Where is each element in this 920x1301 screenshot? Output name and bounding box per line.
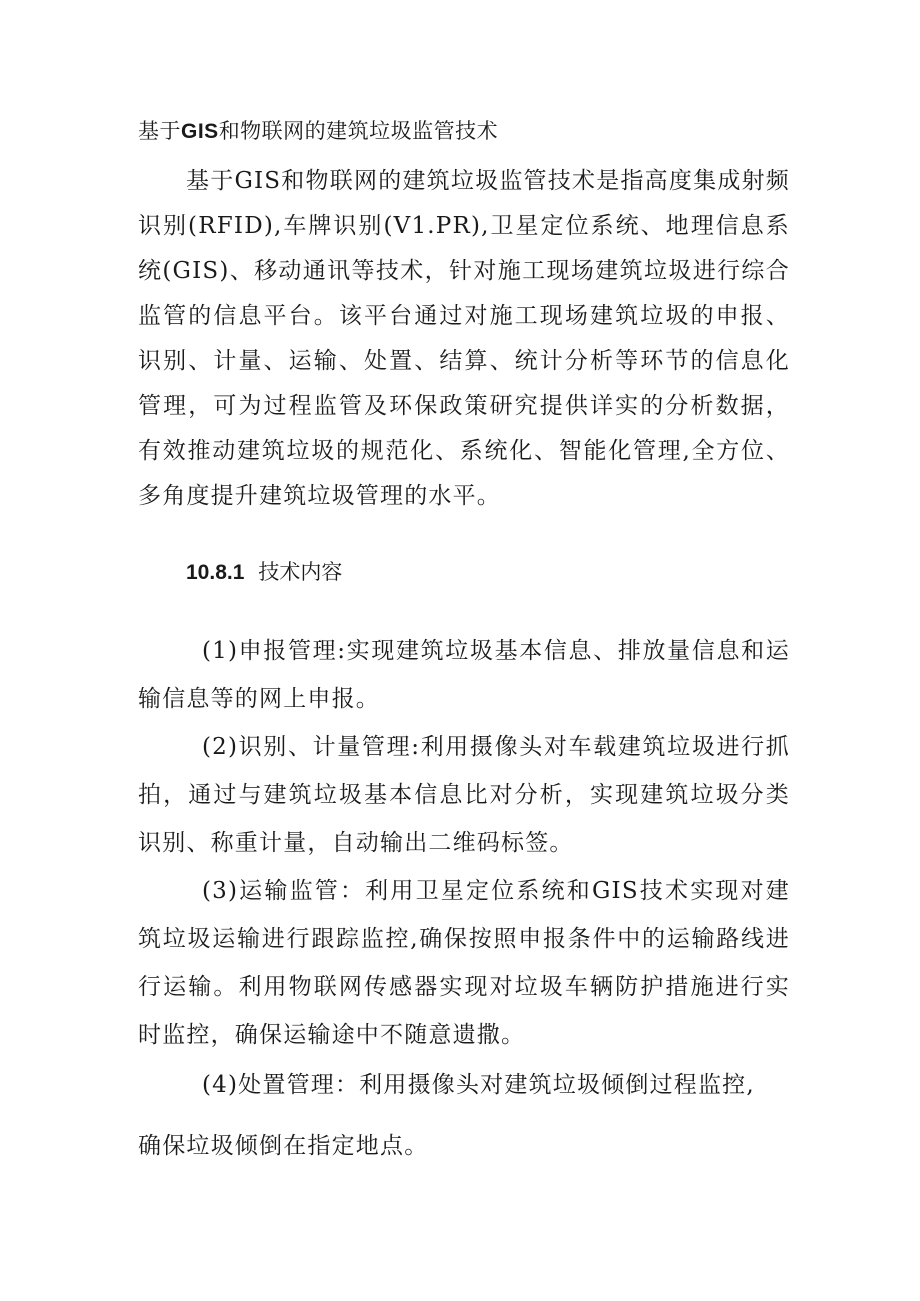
title-latin: GIS: [181, 120, 219, 143]
list-item-disposal: (4)处置管理：利用摄像头对建筑垃圾倾倒过程监控,: [202, 1072, 755, 1098]
document-title: [138, 116, 498, 147]
list-item-disposal-continued: 确保垃圾倾倒在指定地点。: [138, 1133, 429, 1159]
section-number: 10.8.1: [186, 561, 245, 584]
title-suffix: 和物联网的建筑垃圾监管技术: [218, 119, 499, 143]
list-item-identification: (2)识别、计量管理:利用摄像头对车载建筑垃圾进行抓拍，通过与建筑垃圾基本信息比对分析，实现建筑垃圾分类识别、称重计量，自动输出二维码标签。: [138, 734, 790, 856]
list-item-declaration: (1)申报管理:实现建筑垃圾基本信息、排放量信息和运输信息等的网上申报。: [138, 638, 790, 712]
section-title: 技术内容: [258, 560, 343, 584]
section-heading: [186, 557, 342, 588]
list-item-transport: (3)运输监管：利用卫星定位系统和GIS技术实现对建筑垃圾运输进行跟踪监控,确保按照申报条件中的运输路线进行运输。利用物联网传感器实现对垃圾车辆防护措施进行实时监控，确保运输途中不随意遗撒。: [138, 878, 790, 1048]
title-prefix: 基于: [138, 119, 181, 143]
intro-paragraph: 基于GIS和物联网的建筑垃圾监管技术是指高度集成射频识别(RFID),车牌识别(V1.PR),卫星定位系统、地理信息系统(GIS)、移动通讯等技术，针对施工现场建筑垃圾进行综合监管的信息平台。该平台通过对施工现场建筑垃圾的申报、识别、计量、运输、处置、结算、统计分析等环节的信息化管理，可为过程监管及环保政策研究提供详实的分析数据，有效推动建筑垃圾的规范化、系统化、智能化管理,全方位、多角度提升建筑垃圾管理的水平。: [138, 168, 790, 509]
